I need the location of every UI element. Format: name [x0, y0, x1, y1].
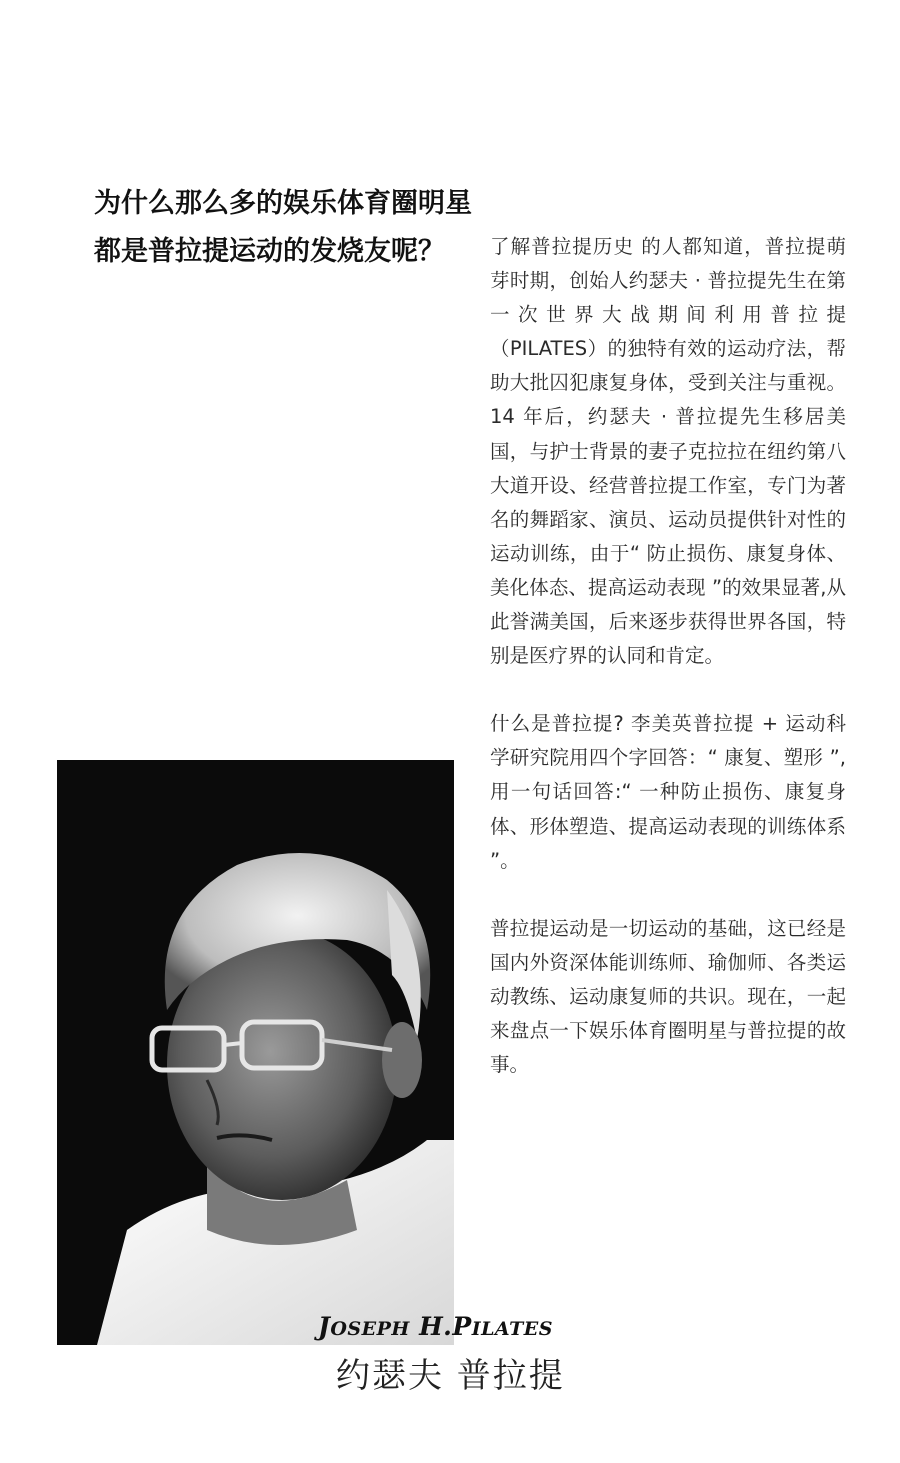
portrait-photo — [57, 760, 454, 1345]
caption-initial-j: J — [318, 1312, 331, 1341]
article-heading — [94, 180, 534, 276]
heading-line-1: 为什么那么多的娱乐体育圈明星 — [94, 188, 472, 219]
caption-english-name — [318, 1312, 588, 1341]
caption-chinese-name: 约瑟夫 普拉提 — [336, 1356, 565, 1396]
caption-rest-joseph: OSEPH — [330, 1318, 410, 1340]
paragraph-definition: 什么是普拉提? 李美英普拉提 + 运动科学研究院用四个字回答：“ 康复、塑形 ”,用一句话回答:“ 一种防止损伤、康复身体、形体塑造、提高运动表现的训练体系 ”。 — [490, 712, 846, 872]
paragraph-history: 了解普拉提历史 的人都知道，普拉提萌芽时期，创始人约瑟夫 · 普拉提先生在第一次世界大战期间利用普拉提（PILATES）的独特有效的运动疗法，帮助大批囚犯康复身体，受到关注与重视。14 年后，约瑟夫 · 普拉提先生移居美国，与护士背景的妻子克拉拉在纽约第八大道开设、经营普拉提工作室，专门为著名的舞蹈家、演员、运动员提供针对性的运动训练，由于“ 防止损伤、康复身体、美化体态、提高运动表现 ”的效果显著,从此誉满美国，后来逐步获得世界各国，特别是医疗界的认同和肯定。 — [490, 235, 846, 668]
article-body — [490, 230, 846, 1116]
portrait-illustration — [57, 760, 454, 1345]
paragraph-foundation: 普拉提运动是一切运动的基础，这已经是国内外资深体能训练师、瑜伽师、各类运动教练、运动康复师的共识。现在，一起来盘点一下娱乐体育圈明星与普拉提的故事。 — [490, 916, 846, 1077]
caption-initial-hp: H.P — [419, 1312, 472, 1341]
caption-rest-pilates: ILATES — [471, 1318, 553, 1340]
heading-line-2: 都是普拉提运动的发烧友呢？ — [94, 236, 445, 267]
